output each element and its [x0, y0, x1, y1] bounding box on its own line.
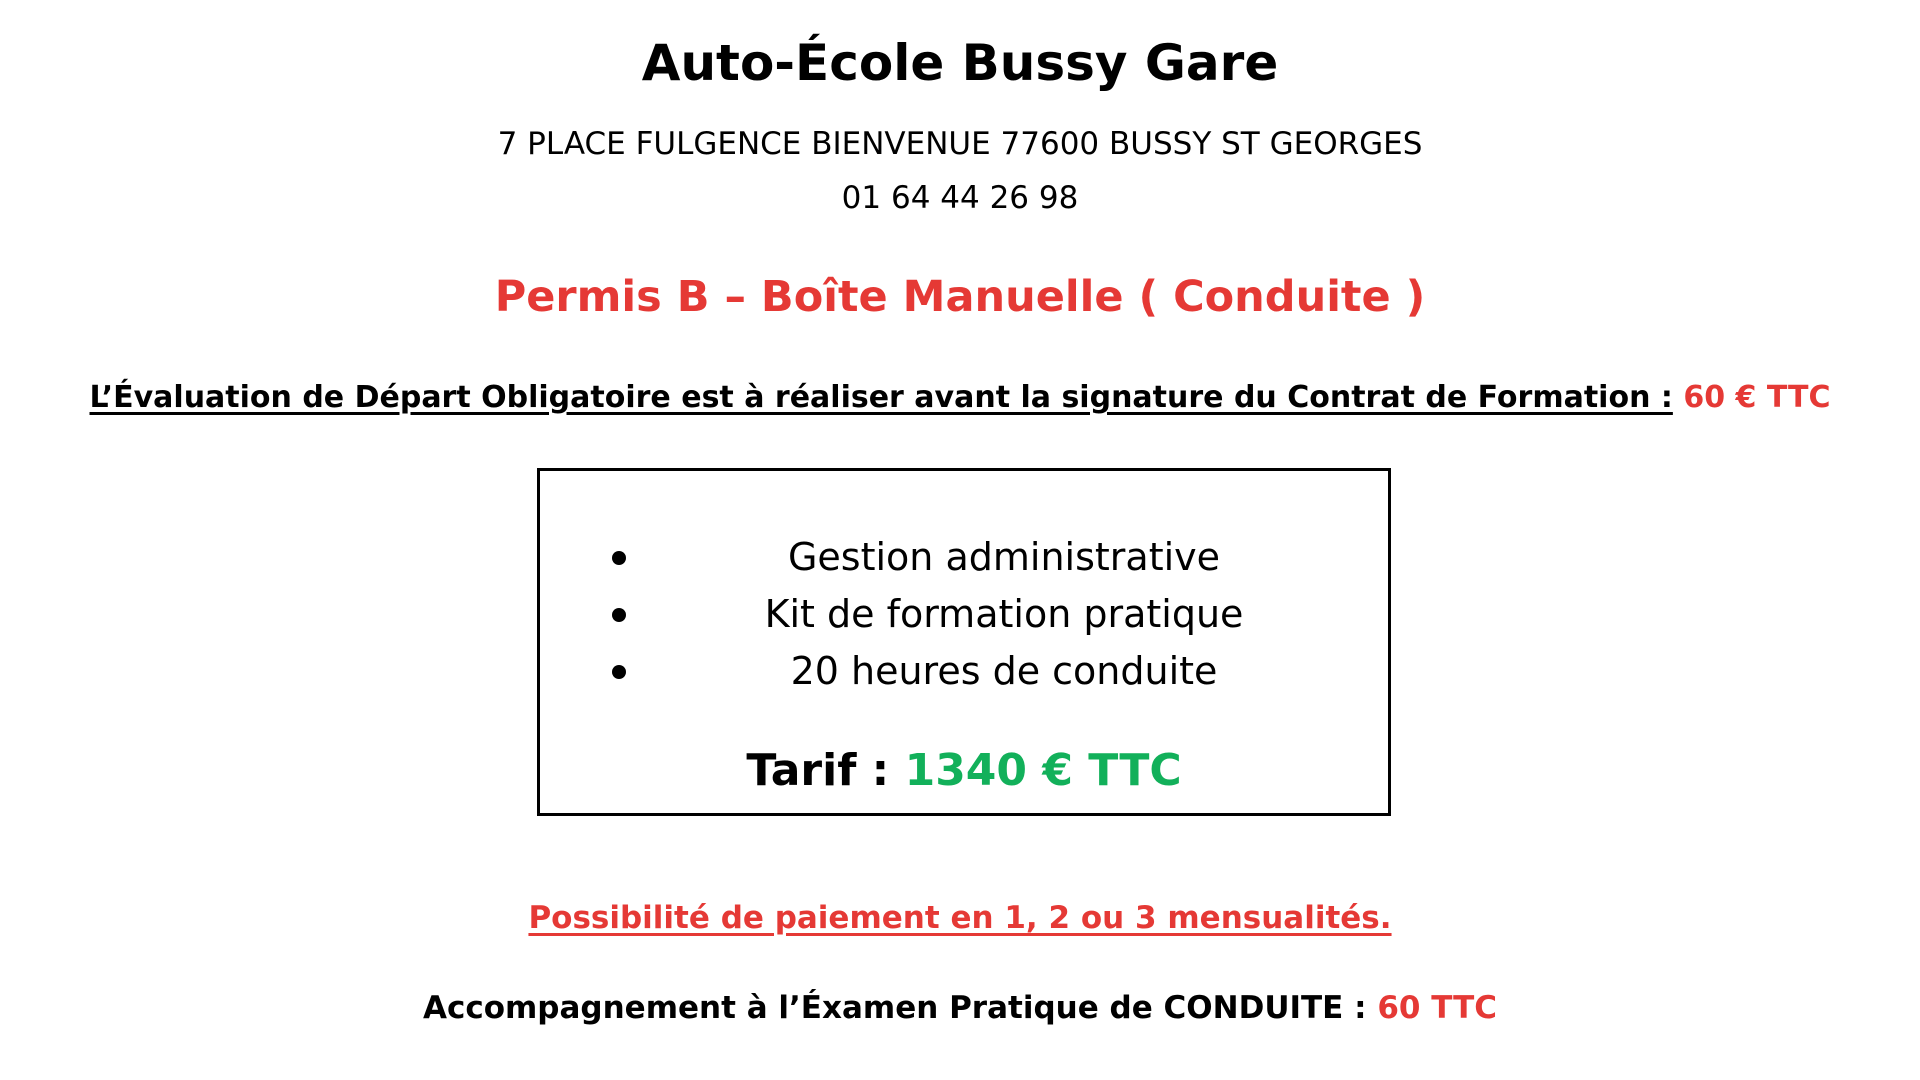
exam-line [0, 990, 1920, 1026]
bullet-icon [612, 665, 626, 679]
included-items-list [540, 529, 1388, 700]
school-phone: 01 64 44 26 98 [841, 180, 1079, 216]
bullet-icon [612, 608, 626, 622]
tarif-line [540, 745, 1388, 796]
list-item-label: 20 heures de conduite [790, 649, 1218, 693]
tarif-price: 1340 € TTC [904, 745, 1182, 796]
evaluation-price: 60 € TTC [1683, 380, 1831, 415]
list-item [540, 643, 1388, 700]
tarif-label: Tarif : [746, 745, 890, 796]
page-title: Auto-École Bussy Gare [641, 34, 1279, 92]
list-item [540, 586, 1388, 643]
exam-price: 60 TTC [1377, 990, 1498, 1026]
permis-heading: Permis B – Boîte Manuelle ( Conduite ) [494, 272, 1426, 322]
bullet-icon [612, 551, 626, 565]
school-address: 7 PLACE FULGENCE BIENVENUE 77600 BUSSY ST GEORGES [497, 126, 1423, 162]
list-item [540, 529, 1388, 586]
list-item-label: Gestion administrative [787, 535, 1221, 579]
evaluation-label: L’Évaluation de Départ Obligatoire est à réaliser avant la signature du Contrat de Formation : [89, 380, 1673, 415]
evaluation-line [0, 380, 1920, 415]
offer-box [537, 468, 1391, 816]
exam-label: Accompagnement à l’Éxamen Pratique de CONDUITE : [422, 990, 1367, 1026]
list-item-label: Kit de formation pratique [764, 592, 1244, 636]
payment-note: Possibilité de paiement en 1, 2 ou 3 mensualités. [528, 900, 1392, 936]
